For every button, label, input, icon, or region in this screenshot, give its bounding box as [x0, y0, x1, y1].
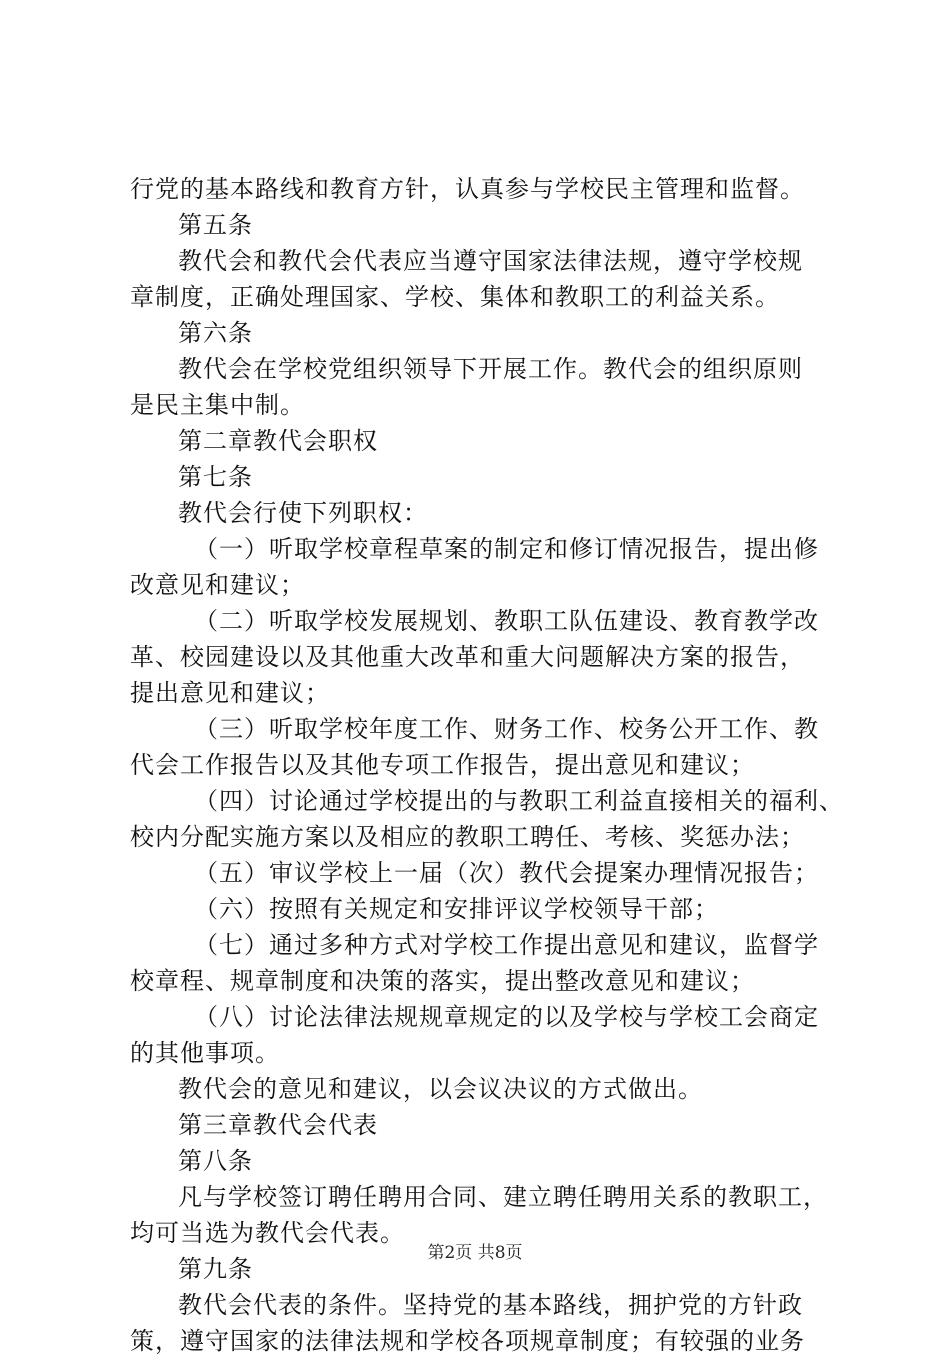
text-line: 第九条	[178, 1255, 253, 1283]
text-line: 教代会和教代会代表应当遵守国家法律法规，遵守学校规	[178, 247, 803, 275]
text-line: （七）通过多种方式对学校工作提出意见和建议，监督学	[194, 931, 819, 959]
text-line: （二）听取学校发展规划、教职工队伍建设、教育教学改	[194, 607, 819, 635]
text-line: 教代会行使下列职权：	[178, 499, 428, 527]
text-line: 是民主集中制。	[130, 391, 305, 419]
text-line: 策，遵守国家的法律法规和学校各项规章制度；有较强的业务	[130, 1327, 805, 1355]
text-line: 改意见和建议；	[130, 571, 305, 599]
text-line: 第六条	[178, 319, 253, 347]
text-line: （一）听取学校章程草案的制定和修订情况报告，提出修	[194, 535, 819, 563]
text-line: （八）讨论法律法规规章规定的以及学校与学校工会商定	[194, 1003, 819, 1031]
text-line: 代会工作报告以及其他专项工作报告，提出意见和建议；	[130, 751, 755, 779]
text-line: 教代会代表的条件。坚持党的基本路线，拥护党的方针政	[178, 1291, 803, 1319]
text-line: 革、校园建设以及其他重大改革和重大问题解决方案的报告，	[130, 643, 805, 671]
text-line: 教代会在学校党组织领导下开展工作。教代会的组织原则	[178, 355, 803, 383]
text-line: 第二章教代会职权	[178, 427, 378, 455]
text-line: 第五条	[178, 211, 253, 239]
text-line: 校内分配实施方案以及相应的教职工聘任、考核、奖惩办法；	[130, 823, 805, 851]
text-line: 均可当选为教代会代表。	[130, 1219, 405, 1247]
text-line: 行党的基本路线和教育方针，认真参与学校民主管理和监督。	[130, 175, 805, 203]
text-line: 凡与学校签订聘任聘用合同、建立聘任聘用关系的教职工，	[178, 1183, 828, 1211]
text-line: 章制度，正确处理国家、学校、集体和教职工的利益关系。	[130, 283, 780, 311]
text-line: （六）按照有关规定和安排评议学校领导干部；	[194, 895, 719, 923]
text-line: （五）审议学校上一届（次）教代会提案办理情况报告；	[194, 859, 819, 887]
text-line: 提出意见和建议；	[130, 679, 330, 707]
text-line: 第八条	[178, 1147, 253, 1175]
page-footer: 第2页 共8页	[427, 1243, 523, 1263]
text-line: 第七条	[178, 463, 253, 491]
text-line: 的其他事项。	[130, 1039, 280, 1067]
document-body	[130, 171, 844, 1359]
text-line: 第三章教代会代表	[178, 1111, 378, 1139]
text-line: 校章程、规章制度和决策的落实，提出整改意见和建议；	[130, 967, 755, 995]
text-line: （四）讨论通过学校提出的与教职工利益直接相关的福利、	[194, 787, 844, 815]
text-line: （三）听取学校年度工作、财务工作、校务公开工作、教	[194, 715, 819, 743]
text-line: 教代会的意见和建议，以会议决议的方式做出。	[178, 1075, 703, 1103]
